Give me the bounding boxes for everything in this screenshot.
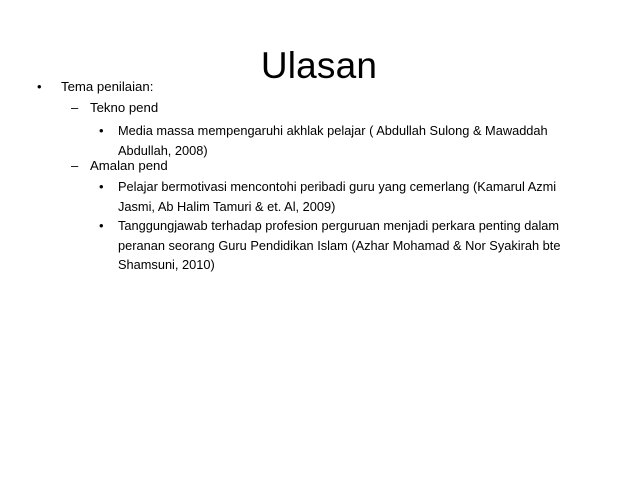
section-label-tekno-pend: Tekno pend <box>90 100 159 115</box>
item-text: Media massa mempengaruhi akhlak pelajar ( Abdullah Sulong & Mawaddah Abdullah, 2008) <box>118 123 548 158</box>
bullet-icon: • <box>99 179 104 194</box>
item-text: Tanggungjawab terhadap profesion perguruan menjadi perkara penting dalam peranan seorang Guru Pendidikan Islam (Azhar Mohamad & Nor Syakirah bte Shamsuni, 2010) <box>118 218 561 272</box>
section-label-amalan-pend: Amalan pend <box>90 158 168 173</box>
bullet-icon: • <box>99 123 104 138</box>
dash-icon: – <box>71 158 79 173</box>
dash-icon: – <box>71 100 79 115</box>
bullet-icon: • <box>37 79 42 94</box>
slide-title: Ulasan <box>260 45 378 86</box>
level1-text: Tema penilaian: <box>61 79 154 94</box>
bullet-icon: • <box>99 218 104 233</box>
item-text: Pelajar bermotivasi mencontohi peribadi guru yang cemerlang (Kamarul Azmi Jasmi, Ab Halim Tamuri & et. Al, 2009) <box>118 179 557 214</box>
